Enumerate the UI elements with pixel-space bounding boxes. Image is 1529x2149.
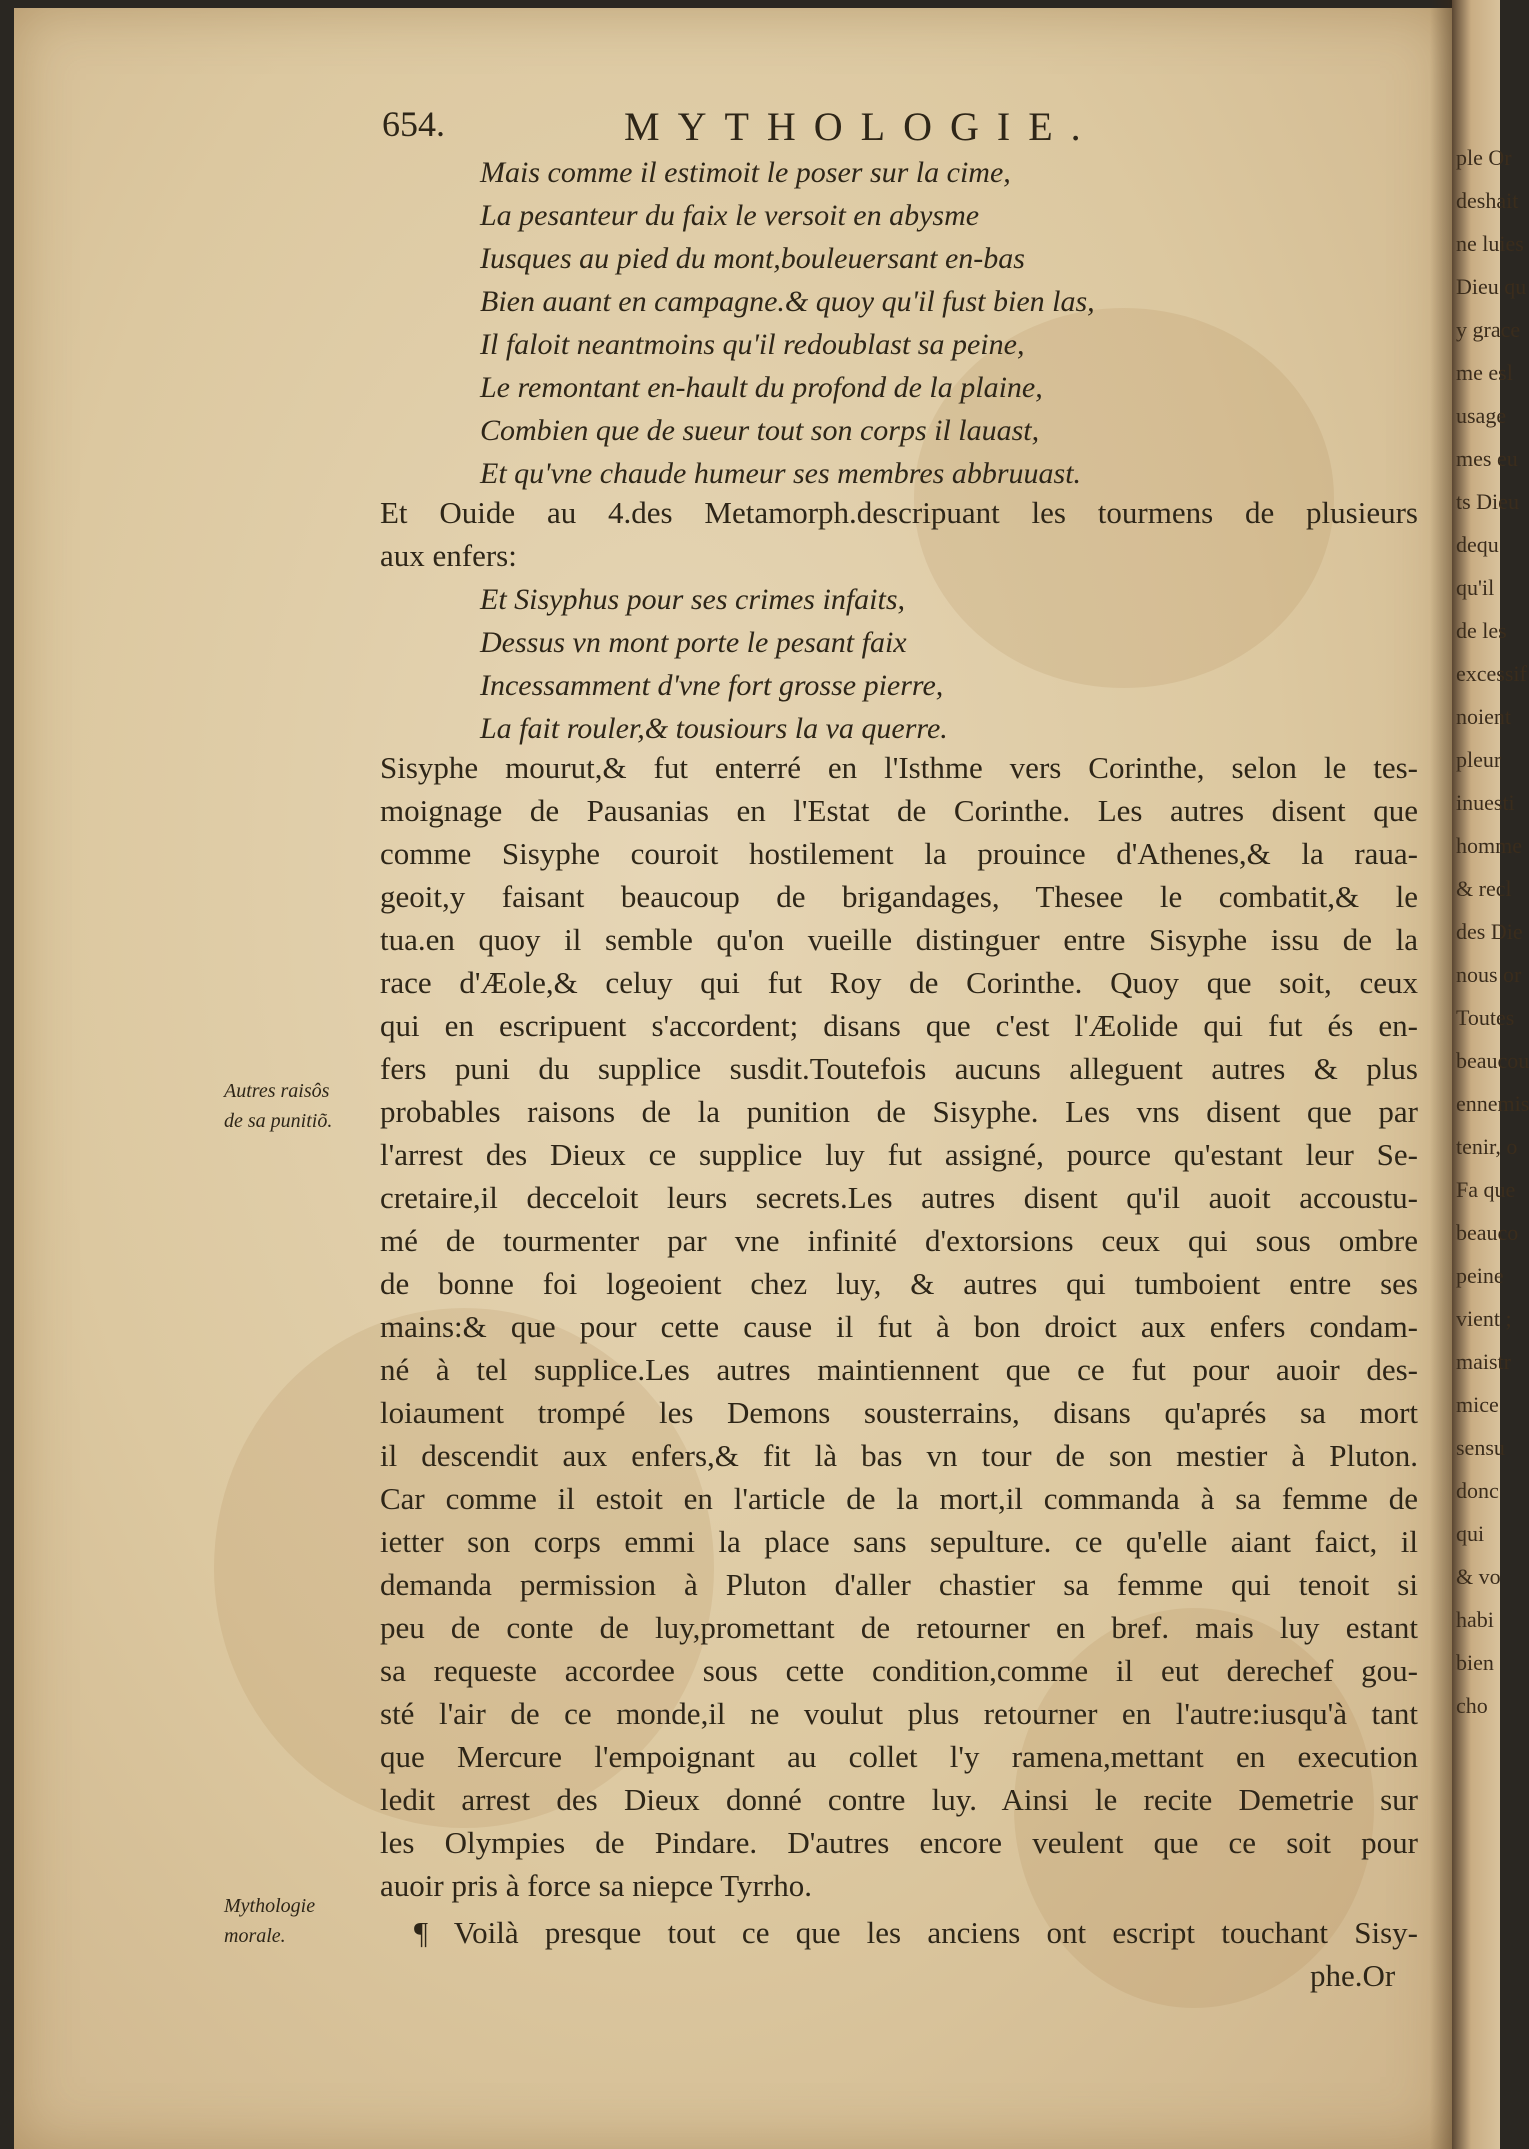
adjacent-fragment: Toutes <box>1456 1005 1515 1030</box>
adjacent-fragment: cho <box>1456 1693 1488 1718</box>
adjacent-fragment: bien <box>1456 1650 1494 1675</box>
adjacent-fragment: ts Dieu <box>1456 489 1519 514</box>
adjacent-fragment: donc <box>1456 1478 1499 1503</box>
adjacent-fragment: pleur <box>1456 747 1502 772</box>
verse-line: Et Sisyphus pour ses crimes infaits, <box>480 583 905 616</box>
prose-line: les Olympies de Pindare. D'autres encore veulent que ce soit pour <box>380 1825 1418 1860</box>
adjacent-fragment: excessif <box>1456 661 1527 686</box>
adjacent-fragment: & recl <box>1456 876 1512 901</box>
adjacent-fragment: Fa que <box>1456 1177 1516 1202</box>
adjacent-fragment: tenir, o <box>1456 1134 1518 1159</box>
prose-line: qui en escripuent s'accordent; disans que c'est l'Æolide qui fut és en- <box>380 1008 1418 1043</box>
verse-line: La fait rouler,& tousiours la va querre. <box>480 712 948 745</box>
verse-line: La pesanteur du faix le versoit en abysme <box>480 199 980 232</box>
page-header <box>14 103 1454 153</box>
adjacent-fragment: vient ; <box>1456 1306 1512 1331</box>
prose-line: ledit arrest des Dieux donné contre luy. Ainsi le recite Demetrie sur <box>380 1782 1418 1817</box>
prose-line: Car comme il estoit en l'article de la mort,il commanda à sa femme de <box>380 1481 1418 1516</box>
adjacent-fragment: nous or <box>1456 962 1522 987</box>
adjacent-fragment: me esl <box>1456 360 1513 385</box>
verse-line: Il faloit neantmoins qu'il redoublast sa peine, <box>480 328 1025 361</box>
adjacent-fragment: dequ <box>1456 532 1499 557</box>
prose-line: mains:& que pour cette cause il fut à bon droict aux enfers condam- <box>380 1309 1418 1344</box>
prose-line: de bonne foi logeoient chez luy, & autres qui tumboient entre ses <box>380 1266 1418 1301</box>
margin-note-line: Mythologie <box>224 1895 316 1917</box>
adjacent-fragment: & vo <box>1456 1564 1501 1589</box>
prose-line: fers puni du supplice susdit.Toutefois aucuns alleguent autres & plus <box>380 1051 1418 1086</box>
verse-line: Dessus vn mont porte le pesant faix <box>480 626 907 659</box>
prose-line: né à tel supplice.Les autres maintiennent que ce fut pour auoir des- <box>380 1352 1418 1387</box>
prose-line: Sisyphe mourut,& fut enterré en l'Isthme vers Corinthe, selon le tes- <box>380 750 1418 785</box>
prose-line: que Mercure l'empoignant au collet l'y ramena,mettant en execution <box>380 1739 1418 1774</box>
adjacent-fragment: deshait <box>1456 188 1519 213</box>
adjacent-fragment: qui <box>1456 1521 1485 1546</box>
prose-line: geoit,y faisant beaucoup de brigandages, Thesee le combatit,& le <box>380 879 1418 914</box>
margin-note-line: Autres raisôs <box>224 1080 330 1102</box>
prose-line: comme Sisyphe couroit hostilement la prouince d'Athenes,& la raua- <box>380 836 1418 871</box>
adjacent-fragment: mes eu <box>1456 446 1518 471</box>
margin-note-line: morale. <box>224 1925 286 1947</box>
adjacent-fragment: noient <box>1456 704 1511 729</box>
margin-note-line: de sa punitiõ. <box>224 1110 333 1132</box>
prose-line: race d'Æole,& celuy qui fut Roy de Corinthe. Quoy que soit, ceux <box>380 965 1418 1000</box>
prose-line: demanda permission à Pluton d'aller chastier sa femme qui tenoit si <box>380 1567 1418 1602</box>
prose-line: ¶ Voilà presque tout ce que les anciens ont escript touchant Sisy- <box>414 1915 1418 1950</box>
adjacent-fragment: usage <box>1456 403 1507 428</box>
verse-line: Et qu'vne chaude humeur ses membres abbruuast. <box>480 457 1082 490</box>
prose-line: sté l'air de ce monde,il ne voulut plus retourner en l'autre:iusqu'à tant <box>380 1696 1418 1731</box>
adjacent-fragment: maistr <box>1456 1349 1511 1374</box>
verse-line: Bien auant en campagne.& quoy qu'il fust bien las, <box>480 285 1095 318</box>
adjacent-fragment: ple Or <box>1456 145 1512 170</box>
adjacent-fragment: ennemis <box>1456 1091 1529 1116</box>
adjacent-fragment: ne luies <box>1456 231 1524 256</box>
verse-line: Combien que de sueur tout son corps il lauast, <box>480 414 1040 447</box>
book-page <box>14 8 1452 2149</box>
prose-line: l'arrest des Dieux ce supplice luy fut assigné, pource qu'estant leur Se- <box>380 1137 1418 1172</box>
adjacent-fragment: habi <box>1456 1607 1494 1632</box>
prose-line: phe.Or <box>1310 1958 1396 1993</box>
verse-line: Iusques au pied du mont,bouleuersant en-bas <box>480 242 1025 275</box>
prose-line: mé de tourmenter par vne infinité d'extorsions ceux qui sous ombre <box>380 1223 1418 1258</box>
adjacent-fragment: inuesti <box>1456 790 1515 815</box>
adjacent-fragment: Dieu qu <box>1456 274 1527 299</box>
page-number: 654. <box>382 104 445 144</box>
adjacent-fragment: qu'il <box>1456 575 1495 600</box>
prose-line: tua.en quoy il semble qu'on vueille distinguer entre Sisyphe issu de la <box>380 922 1418 957</box>
prose-line: cretaire,il decceloit leurs secrets.Les autres disent qu'il auoit accoustu- <box>380 1180 1418 1215</box>
prose-line: loiaument trompé les Demons sousterrains, disans qu'aprés sa mort <box>380 1395 1418 1430</box>
prose-line: il descendit aux enfers,& fit là bas vn tour de son mestier à Pluton. <box>380 1438 1418 1473</box>
adjacent-fragment: peine <box>1456 1263 1504 1288</box>
adjacent-page-edge <box>1452 0 1529 2149</box>
adjacent-fragment: homme <box>1456 833 1522 858</box>
prose-line: moignage de Pausanias en l'Estat de Corinthe. Les autres disent que <box>380 793 1418 828</box>
adjacent-fragment: de les <box>1456 618 1507 643</box>
adjacent-fragment: mice <box>1456 1392 1499 1417</box>
prose-line: auoir pris à force sa niepce Tyrrho. <box>380 1868 812 1903</box>
prose-line: Et Ouide au 4.des Metamorph.descripuant les tourmens de plusieurs <box>380 495 1418 530</box>
adjacent-fragment: des Die <box>1456 919 1523 944</box>
adjacent-fragment: y grace <box>1456 317 1521 342</box>
adjacent-fragment: beauco <box>1456 1220 1519 1245</box>
verse-line: Mais comme il estimoit le poser sur la cime, <box>480 156 1011 189</box>
prose-line: aux enfers: <box>380 538 517 573</box>
prose-line: ietter son corps emmi la place sans sepulture. ce qu'elle aiant faict, il <box>380 1524 1418 1559</box>
prose-line: probables raisons de la punition de Sisyphe. Les vns disent que par <box>380 1094 1418 1129</box>
adjacent-fragment: beaucou <box>1456 1048 1529 1073</box>
running-title: MYTHOLOGIE. <box>624 104 1099 149</box>
prose-line: peu de conte de luy,promettant de retourner en bref. mais luy estant <box>380 1610 1418 1645</box>
adjacent-fragment: sensu <box>1456 1435 1505 1460</box>
verse-line: Incessamment d'vne fort grosse pierre, <box>480 669 944 702</box>
prose-line: sa requeste accordee sous cette condition,comme il eut derechef gou- <box>380 1653 1418 1688</box>
verse-line: Le remontant en-hault du profond de la plaine, <box>480 371 1043 404</box>
